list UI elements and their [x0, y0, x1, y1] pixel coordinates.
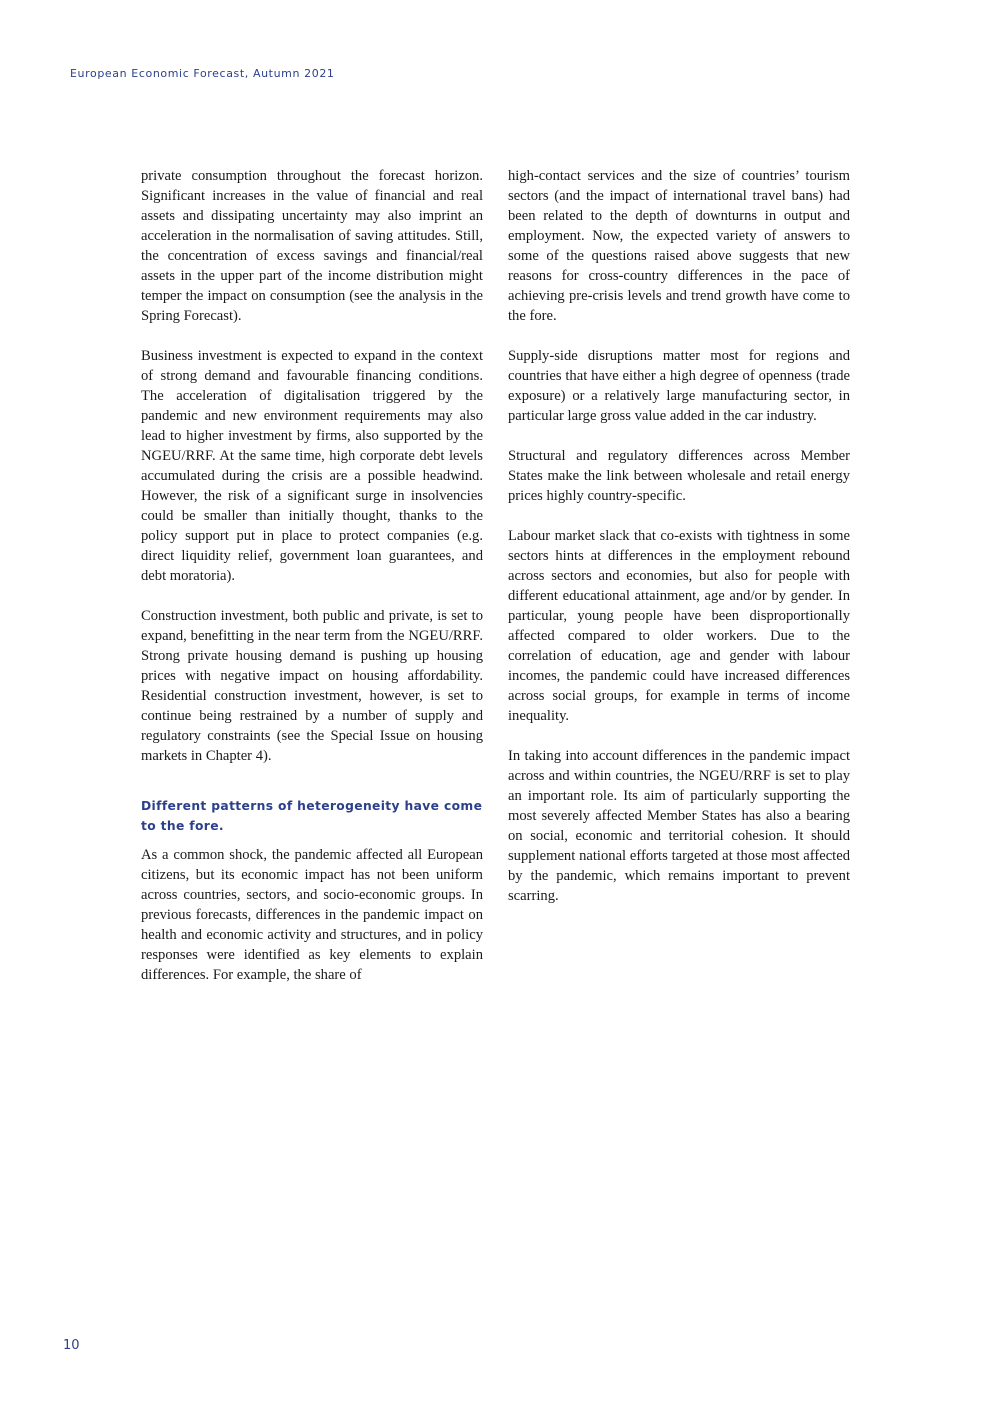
- paragraph-private-consumption: private consumption throughout the forecast horizon. Significant increases in the value of financial and real assets and dissipating uncertainty may also imprint an acceleration in the normalisation of saving attitudes. Still, the concentration of excess savings and financial/real assets in the upper part of the income distribution might temper the impact on consumption (see the analysis in the Spring Forecast).: [141, 168, 483, 324]
- paragraph-structural-differences: Structural and regulatory differences across Member States make the link between wholesale and retail energy prices highly country-specific.: [508, 448, 850, 504]
- page-number: 10: [63, 1338, 80, 1353]
- paragraph-ngeu-rrf-role: In taking into account differences in the pandemic impact across and within countries, the NGEU/RRF is set to play an important role. Its aim of particularly supporting the most severely affected Member States has also a bearing on social, economic and territorial cohesion. It should supplement national efforts targeted at those most affected by the pandemic, which remains important to prevent scarring.: [508, 748, 850, 904]
- section-heading: Different patterns of heterogeneity have come to the fore.: [141, 799, 483, 833]
- paragraph-common-shock: As a common shock, the pandemic affected all European citizens, but its economic impact has not been uniform across countries, sectors, and socio-economic groups. In previous forecasts, differences in the pandemic impact on health and economic activity and structures, and in policy responses were identified as key elements to explain differences. For example, the share of: [141, 847, 483, 983]
- right-column: [508, 166, 850, 906]
- paragraph-business-investment: Business investment is expected to expand in the context of strong demand and favourable financing conditions. The acceleration of digitalisation triggered by the pandemic and new environment requirements may also lead to higher investment by firms, also supported by the NGEU/RRF. At the same time, high corporate debt levels accumulated during the crisis are a possible headwind. However, the risk of a significant surge in insolvencies could be smaller than initially thought, thanks to the policy support put in place to protect companies (e.g. direct liquidity relief, government loan guarantees, and debt moratoria).: [141, 348, 483, 584]
- paragraph-supply-side-disruptions: Supply-side disruptions matter most for regions and countries that have either a high degree of openness (trade exposure) or a relatively large manufacturing sector, in particular large gross value added in the car industry.: [508, 348, 850, 424]
- paragraph-construction-investment: Construction investment, both public and private, is set to expand, benefitting in the near term from the NGEU/RRF. Strong private housing demand is pushing up housing prices with negative impact on housing affordability. Residential construction investment, however, is set to continue being restrained by a number of supply and regulatory constraints (see the Special Issue on housing markets in Chapter 4).: [141, 608, 483, 764]
- left-column: [141, 166, 483, 985]
- paragraph-high-contact-services: high-contact services and the size of countries’ tourism sectors (and the impact of international travel bans) had been related to the depth of downturns in output and employment. Now, the expected variety of answers to some of the questions raised above suggests that new reasons for cross-country differences in the pace of achieving pre-crisis levels and trend growth have come to the fore.: [508, 168, 850, 324]
- running-header-title: European Economic Forecast, Autumn 2021: [70, 67, 335, 80]
- paragraph-labour-market-slack: Labour market slack that co-exists with tightness in some sectors hints at differences in the employment rebound across sectors and economies, but also for people with different educational attainment, age and/or by gender. In particular, young people have been disproportionally affected compared to older workers. Due to the correlation of education, age and gender with labour incomes, the pandemic could have increased differences across social groups, for example in terms of income inequality.: [508, 528, 850, 724]
